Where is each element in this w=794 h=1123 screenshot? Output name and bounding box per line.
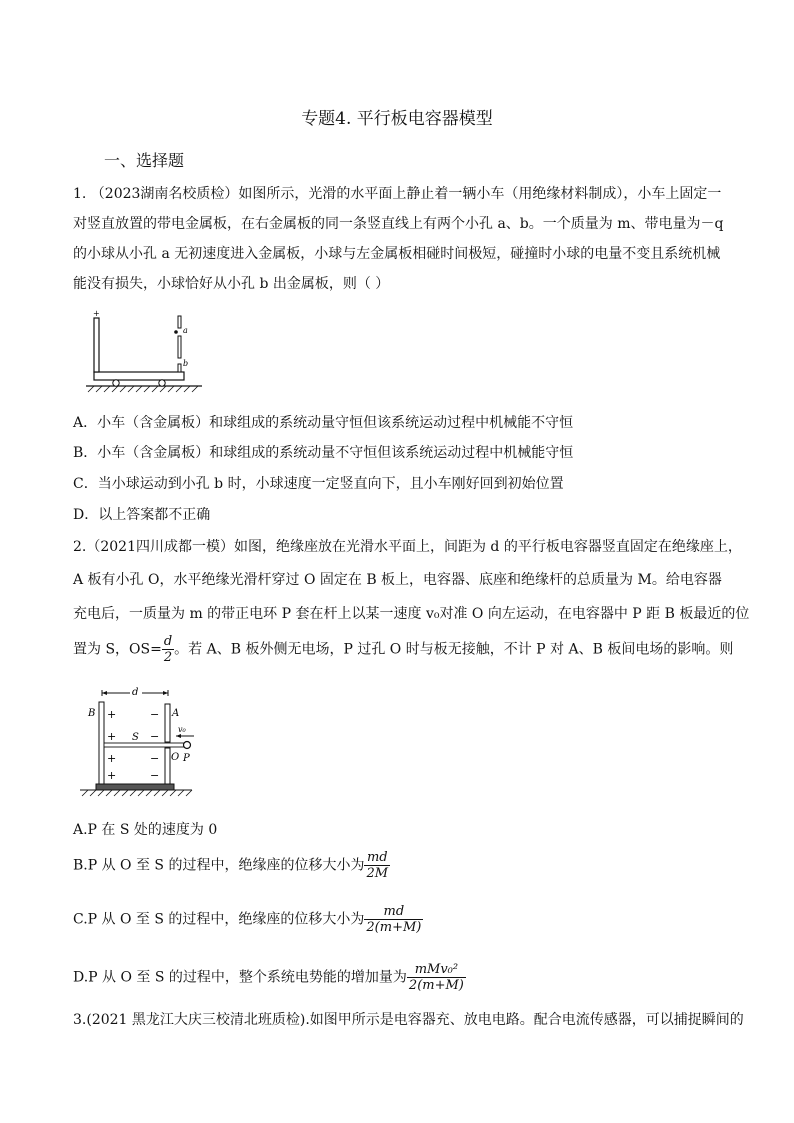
- q2-option-d-fraction: [407, 962, 466, 993]
- q2-line-1: 2.（2021四川成都一模）如图，绝缘座放在光滑水平面上，间距为 d 的平行板电容器竖直固定在绝缘座上，: [73, 539, 742, 555]
- os-fraction-num: d: [163, 634, 173, 649]
- q1-hole-b-label: b: [183, 359, 189, 368]
- q2-option-c-fraction: [364, 904, 423, 935]
- q2-line-2: A 板有小孔 O，水平绝缘光滑杆穿过 O 固定在 B 板上，电容器、底座和绝缘杆的总质量为 M。给电容器: [73, 572, 722, 588]
- q2-option-c-num: md: [383, 904, 405, 919]
- q2-o-label: O: [171, 752, 180, 763]
- q2-plus-4: +: [107, 769, 117, 782]
- q2-option-b: [73, 850, 390, 881]
- os-fraction-den: 2: [162, 649, 174, 665]
- q2-option-c-den: 2(m+M): [366, 920, 422, 935]
- q1-option-d: D．以上答案都不正确: [73, 507, 211, 523]
- q2-option-c: [73, 904, 423, 935]
- q2-plate-a-label: A: [172, 708, 180, 719]
- q2-v0-label: v₀: [178, 725, 186, 734]
- q2-minus-2: −: [150, 730, 160, 743]
- q2-line-3: 充电后，一质量为 m 的带正电环 P 套在杆上以某一速度 v₀对准 O 向左运动，在电容器中 P 距 B 板最近的位: [73, 606, 750, 622]
- q2-option-d: [73, 962, 466, 993]
- q1-hole-a-label: a: [183, 326, 188, 335]
- q2-line-4: [73, 634, 733, 665]
- q2-minus-3: −: [150, 752, 160, 765]
- q2-option-b-fraction: [364, 850, 390, 881]
- section-heading: 一、选择题: [104, 151, 185, 170]
- q1-line-2: 对竖直放置的带电金属板，在右金属板的同一条竖直线上有两个小孔 a、b。一个质量为 m、带电量为－q: [73, 216, 724, 232]
- q1-line-4: 能没有损失，小球恰好从小孔 b 出金属板，则（ ）: [73, 276, 390, 292]
- q2-option-c-text: C.P 从 O 至 S 的过程中，绝缘座的位移大小为: [73, 911, 365, 928]
- q3-line-1: 3.(2021 黑龙江大庆三校清北班质检).如图甲所示是电容器充、放电电路。配合电流传感器，可以捕捉瞬间的: [73, 1012, 744, 1028]
- q2-line-4-prefix: 置为 S，OS=: [73, 641, 162, 658]
- q1-plus-label: +: [93, 310, 100, 318]
- os-fraction: [162, 634, 174, 665]
- q1-line-1: 1. （2023湖南名校质检）如图所示，光滑的水平面上静止着一辆小车（用绝缘材料制成），小车上固定一: [73, 186, 722, 202]
- q2-s-label: S: [132, 732, 139, 743]
- q1-figure: [78, 310, 208, 395]
- q2-option-d-text: D.P 从 O 至 S 的过程中，整个系统电势能的增加量为: [73, 969, 407, 986]
- q2-option-b-den: 2M: [366, 866, 389, 881]
- q2-plate-b-label: B: [88, 708, 96, 719]
- q2-line-4-suffix: 。若 A、B 板外侧无电场，P 过孔 O 时与板无接触，不计 P 对 A、B 板间电场的影响。则: [174, 641, 734, 658]
- q1-line-3: 的小球从小孔 a 无初速度进入金属板，小球与左金属板相碰时间极短，碰撞时小球的电量不变且系统机械: [73, 246, 721, 262]
- q2-plus-1: +: [107, 708, 117, 721]
- q2-option-d-num: mMv₀²: [414, 962, 459, 977]
- q1-option-b: B．小车（含金属板）和球组成的系统动量不守恒但该系统运动过程中机械能守恒: [73, 445, 574, 461]
- q1-option-a: A．小车（含金属板）和球组成的系统动量守恒但该系统运动过程中机械能不守恒: [73, 415, 574, 431]
- q2-figure: [76, 680, 216, 802]
- q2-option-d-den: 2(m+M): [408, 978, 464, 993]
- q2-option-a: A.P 在 S 处的速度为 0: [73, 822, 218, 838]
- q2-minus-4: −: [150, 769, 160, 782]
- q1-option-c: C．当小球运动到小孔 b 时，小球速度一定竖直向下，且小车刚好回到初始位置: [73, 476, 564, 492]
- q2-p-label: P: [183, 753, 190, 764]
- q2-plus-2: +: [107, 730, 117, 743]
- q2-plus-3: +: [107, 752, 117, 765]
- page-title: 专题4. 平行板电容器模型: [301, 109, 493, 129]
- q2-option-b-text: B.P 从 O 至 S 的过程中，绝缘座的位移大小为: [73, 857, 365, 874]
- q2-option-b-num: md: [366, 850, 388, 865]
- q2-minus-1: −: [150, 708, 160, 721]
- q2-d-label: d: [132, 687, 139, 698]
